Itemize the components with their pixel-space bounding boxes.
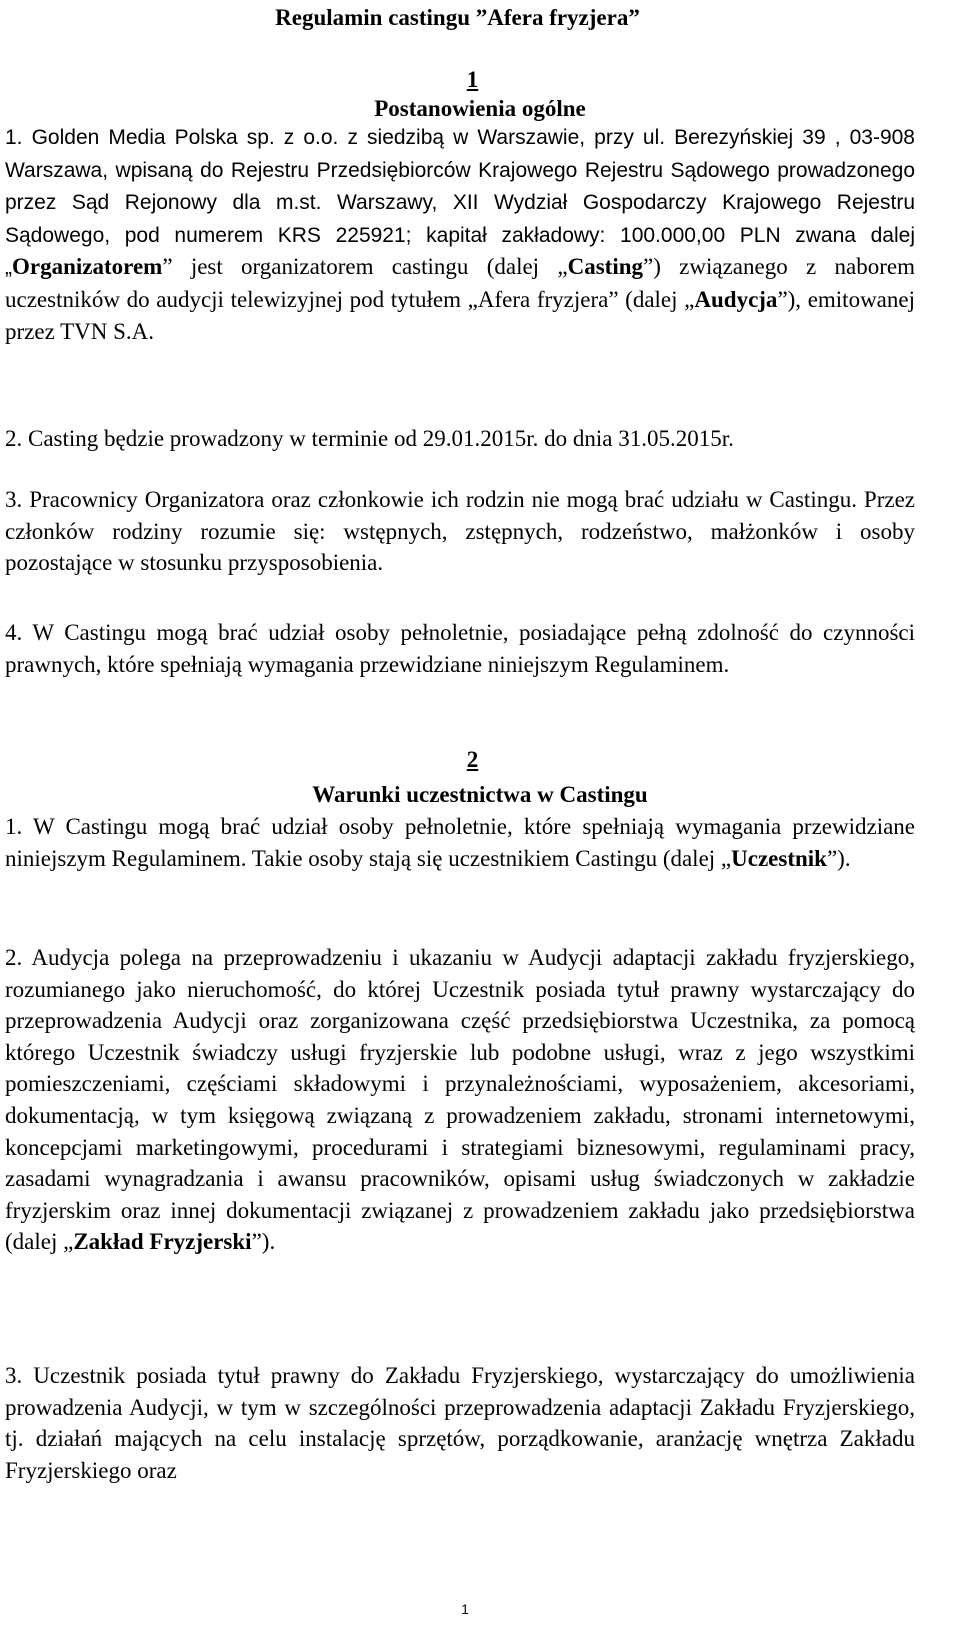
paragraph-text: ” jest organizatorem castingu (dalej „ xyxy=(162,254,568,280)
paragraph-text: ”). xyxy=(251,1229,276,1255)
defined-term-organizator: Organizatorem xyxy=(12,254,163,280)
defined-term-casting: Casting xyxy=(567,254,643,280)
section-1-number: 1 xyxy=(466,67,479,92)
section-2-number: 2 xyxy=(466,747,479,772)
paragraph-text: ”), emitowanej przez TVN S.A. xyxy=(5,286,915,344)
paragraph-text: 1. W Castingu mogą brać udział osoby pełnoletnie, które spełniają wymagania przewidziane niniejszym Regulaminem. Takie osoby stają się uczestnikiem Castingu (dalej „ xyxy=(5,814,915,871)
section-2-paragraph-1 xyxy=(5,811,915,874)
section-1-paragraph-2: 2. Casting będzie prowadzony w terminie od 29.01.2015r. do dnia 31.05.2015r. xyxy=(5,426,734,451)
section-2-paragraph-2 xyxy=(5,942,915,1258)
document-title: Regulamin castingu ”Afera fryzjera” xyxy=(275,5,640,30)
paragraph-text: ”) związanego z naborem uczestników do audycji telewizyjnej pod tytułem „Afera fryzjera” (dalej „ xyxy=(5,254,915,312)
defined-term-audycja: Audycja xyxy=(694,286,778,312)
section-1-paragraph-4: 4. W Castingu mogą brać udział osoby pełnoletnie, posiadające pełną zdolność do czynności prawnych, które spełniają wymagania przewidziane niniejszym Regulaminem. xyxy=(5,620,915,677)
page-number: 1 xyxy=(461,1601,469,1617)
paragraph-text: ”). xyxy=(826,845,851,871)
section-2-paragraph-3: 3. Uczestnik posiada tytuł prawny do Zakładu Fryzjerskiego, wystarczający do umożliwienia prowadzenia Audycji, w tym w szczególności przeprowadzenia adaptacji Zakładu Fryzjerskiego, tj. działań mających na celu instalację sprzętów, porządkowanie, aranżację wnętrza Zakładu Fryzjerskiego oraz xyxy=(5,1363,915,1483)
paragraph-text: 1. Golden Media Polska sp. z o.o. z siedzibą w Warszawie, przy ul. Berezyńskiej 39 , 03-908 Warszawa, wpisaną do Rejestru Przedsiębiorców Krajowego Rejestru Sądowego prowadzonego przez Sąd Rejonowy dla m.st. Warszawy, XII Wydział Gospodarczy Krajowego Rejestru Sądowego, pod numerem KRS 225921; kapitał zakładowy: 100.000,00 PLN zwana dalej „ xyxy=(5,126,915,280)
defined-term-uczestnik: Uczestnik xyxy=(731,845,827,871)
defined-term-zaklad-fryzjerski: Zakład Fryzjerski xyxy=(73,1229,252,1255)
paragraph-text: 2. Audycja polega na przeprowadzeniu i ukazaniu w Audycji adaptacji zakładu fryzjerskiego, rozumianego jako nieruchomość, do której Uczestnik posiada tytuł prawny wystarczający do przeprowadzenia Audycji oraz zorganizowana część przedsiębiorstwa Uczestnika, za pomocą którego Uczestnik świadczy usługi fryzjerskie lub podobne usługi, wraz z jego wszystkimi pomieszczeniami, częściami składowymi i przynależnościami, wyposażeniem, akcesoriami, dokumentacją, w tym księgową związaną z prowadzeniem zakładu, stronami internetowymi, koncepcjami marketingowymi, procedurami i strategiami biznesowymi, regulaminami pracy, zasadami wynagradzania i awansu pracowników, opisami usług świadczonych w zakładzie fryzjerskim oraz innej dokumentacji związanej z prowadzeniem zakładu jako przedsiębiorstwa (dalej „ xyxy=(5,945,915,1255)
section-1-paragraph-3: 3. Pracownicy Organizatora oraz członkowie ich rodzin nie mogą brać udziału w Castingu. Przez członków rodziny rozumie się: wstępnych, zstępnych, rodzeństwo, małżonków i osoby pozostające w stosunku przysposobienia. xyxy=(5,487,915,576)
section-1-heading: Postanowienia ogólne xyxy=(374,96,586,121)
section-2-heading: Warunki uczestnictwa w Castingu xyxy=(312,782,648,807)
section-1-paragraph-1 xyxy=(5,121,915,347)
